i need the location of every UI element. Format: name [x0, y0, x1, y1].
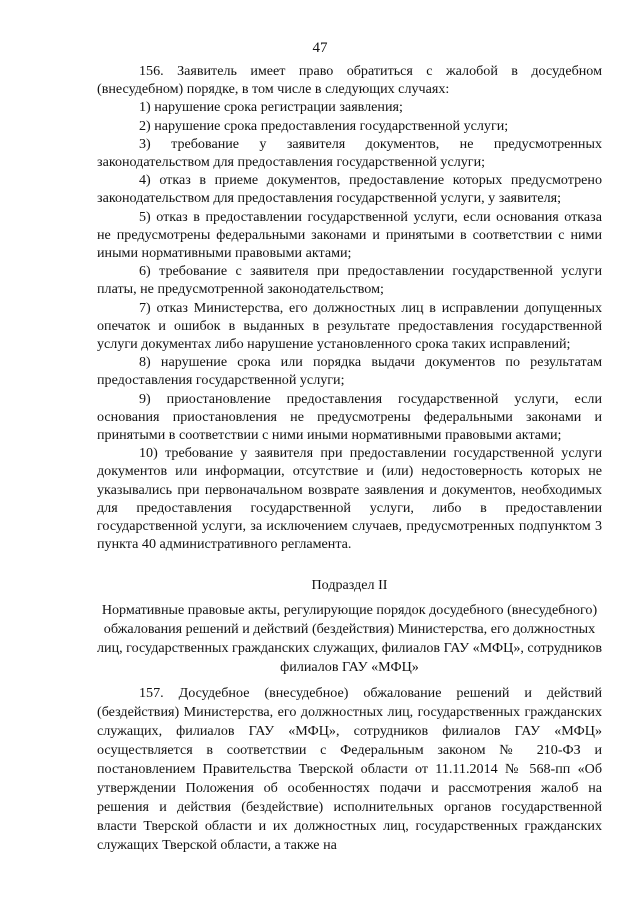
- list-item-7: 7) отказ Министерства, его должностных лиц в исправлении допущенных опечаток и ошибок в выданных в результате предоставления государственной услуги документах либо нарушение установленного срока таких исправлений;: [97, 299, 602, 353]
- list-item-6: 6) требование с заявителя при предоставлении государственной услуги платы, не предусмотренной законодательством;: [97, 263, 602, 298]
- section-156: [97, 62, 602, 553]
- subsection-title: Подраздел II: [311, 577, 388, 593]
- list-item-4: 4) отказ в приеме документов, предоставление которых предусмотрено законодательством для предоставления государственной услуги, у заявителя;: [97, 172, 602, 207]
- list-item-8: 8) нарушение срока или порядка выдачи документов по результатам предоставления государственной услуги;: [97, 354, 602, 389]
- list-item-10: 10) требование у заявителя при предоставлении государственной услуги документов или информации, отсутствие и (или) недостоверность которых не указывались при первоначальном возврате заявления и документов, необходимых для предоставления государственной услуги, либо в предоставлении государственной услуги, за исключением случаев, предусмотренных подпунктом 3 пункта 40 административного регламента.: [97, 445, 602, 553]
- subsection-heading: [97, 576, 602, 677]
- list-item-3: 3) требование у заявителя документов, не предусмотренных законодательством для предоставления государственной услуги;: [97, 135, 602, 171]
- paragraph-157: 157. Досудебное (внесудебное) обжалование решений и действий (бездействия) Министерства, его должностных лиц, государственных гражданских служащих, филиалов ГАУ «МФЦ», сотрудников филиалов ГАУ «МФЦ» осуществляется в соответствии с Федеральным законом № 210-ФЗ и постановлением Правительства Тверской области от 11.11.2014 № 568-пп «Об утверждении Положения об особенностях подачи и рассмотрения жалоб на решения и действия (бездействие) исполнительных органов государственной власти Тверской области и их должностных лиц, государственных гражданских служащих Тверской области, а также на: [97, 685, 602, 853]
- section-157: [97, 684, 602, 855]
- list-item-5: 5) отказ в предоставлении государственной услуги, если основания отказа не предусмотрены федеральными законами и принятыми в соответствии с ними иными нормативными правовыми актами;: [97, 208, 602, 262]
- list-item-2: 2) нарушение срока предоставления государственной услуги;: [139, 117, 509, 134]
- page-number: 47: [312, 40, 328, 56]
- list-item-1: 1) нарушение срока регистрации заявления;: [139, 99, 403, 116]
- list-item-9: 9) приостановление предоставления государственной услуги, если основания приостановления не предусмотрены федеральными законами и принятыми в соответствии с ними иными нормативными правовыми актами;: [97, 390, 602, 444]
- subsection-description: Нормативные правовые акты, регулирующие порядок досудебного (внесудебного) обжалования решений и действий (бездействия) Министерства, его должностных лиц, государственных гражданских служащих, филиалов ГАУ «МФЦ», сотрудников филиалов ГАУ «МФЦ»: [97, 602, 602, 675]
- paragraph-156-intro: 156. Заявитель имеет право обратиться с жалобой в досудебном (внесудебном) порядке, в том числе в следующих случаях:: [97, 63, 602, 98]
